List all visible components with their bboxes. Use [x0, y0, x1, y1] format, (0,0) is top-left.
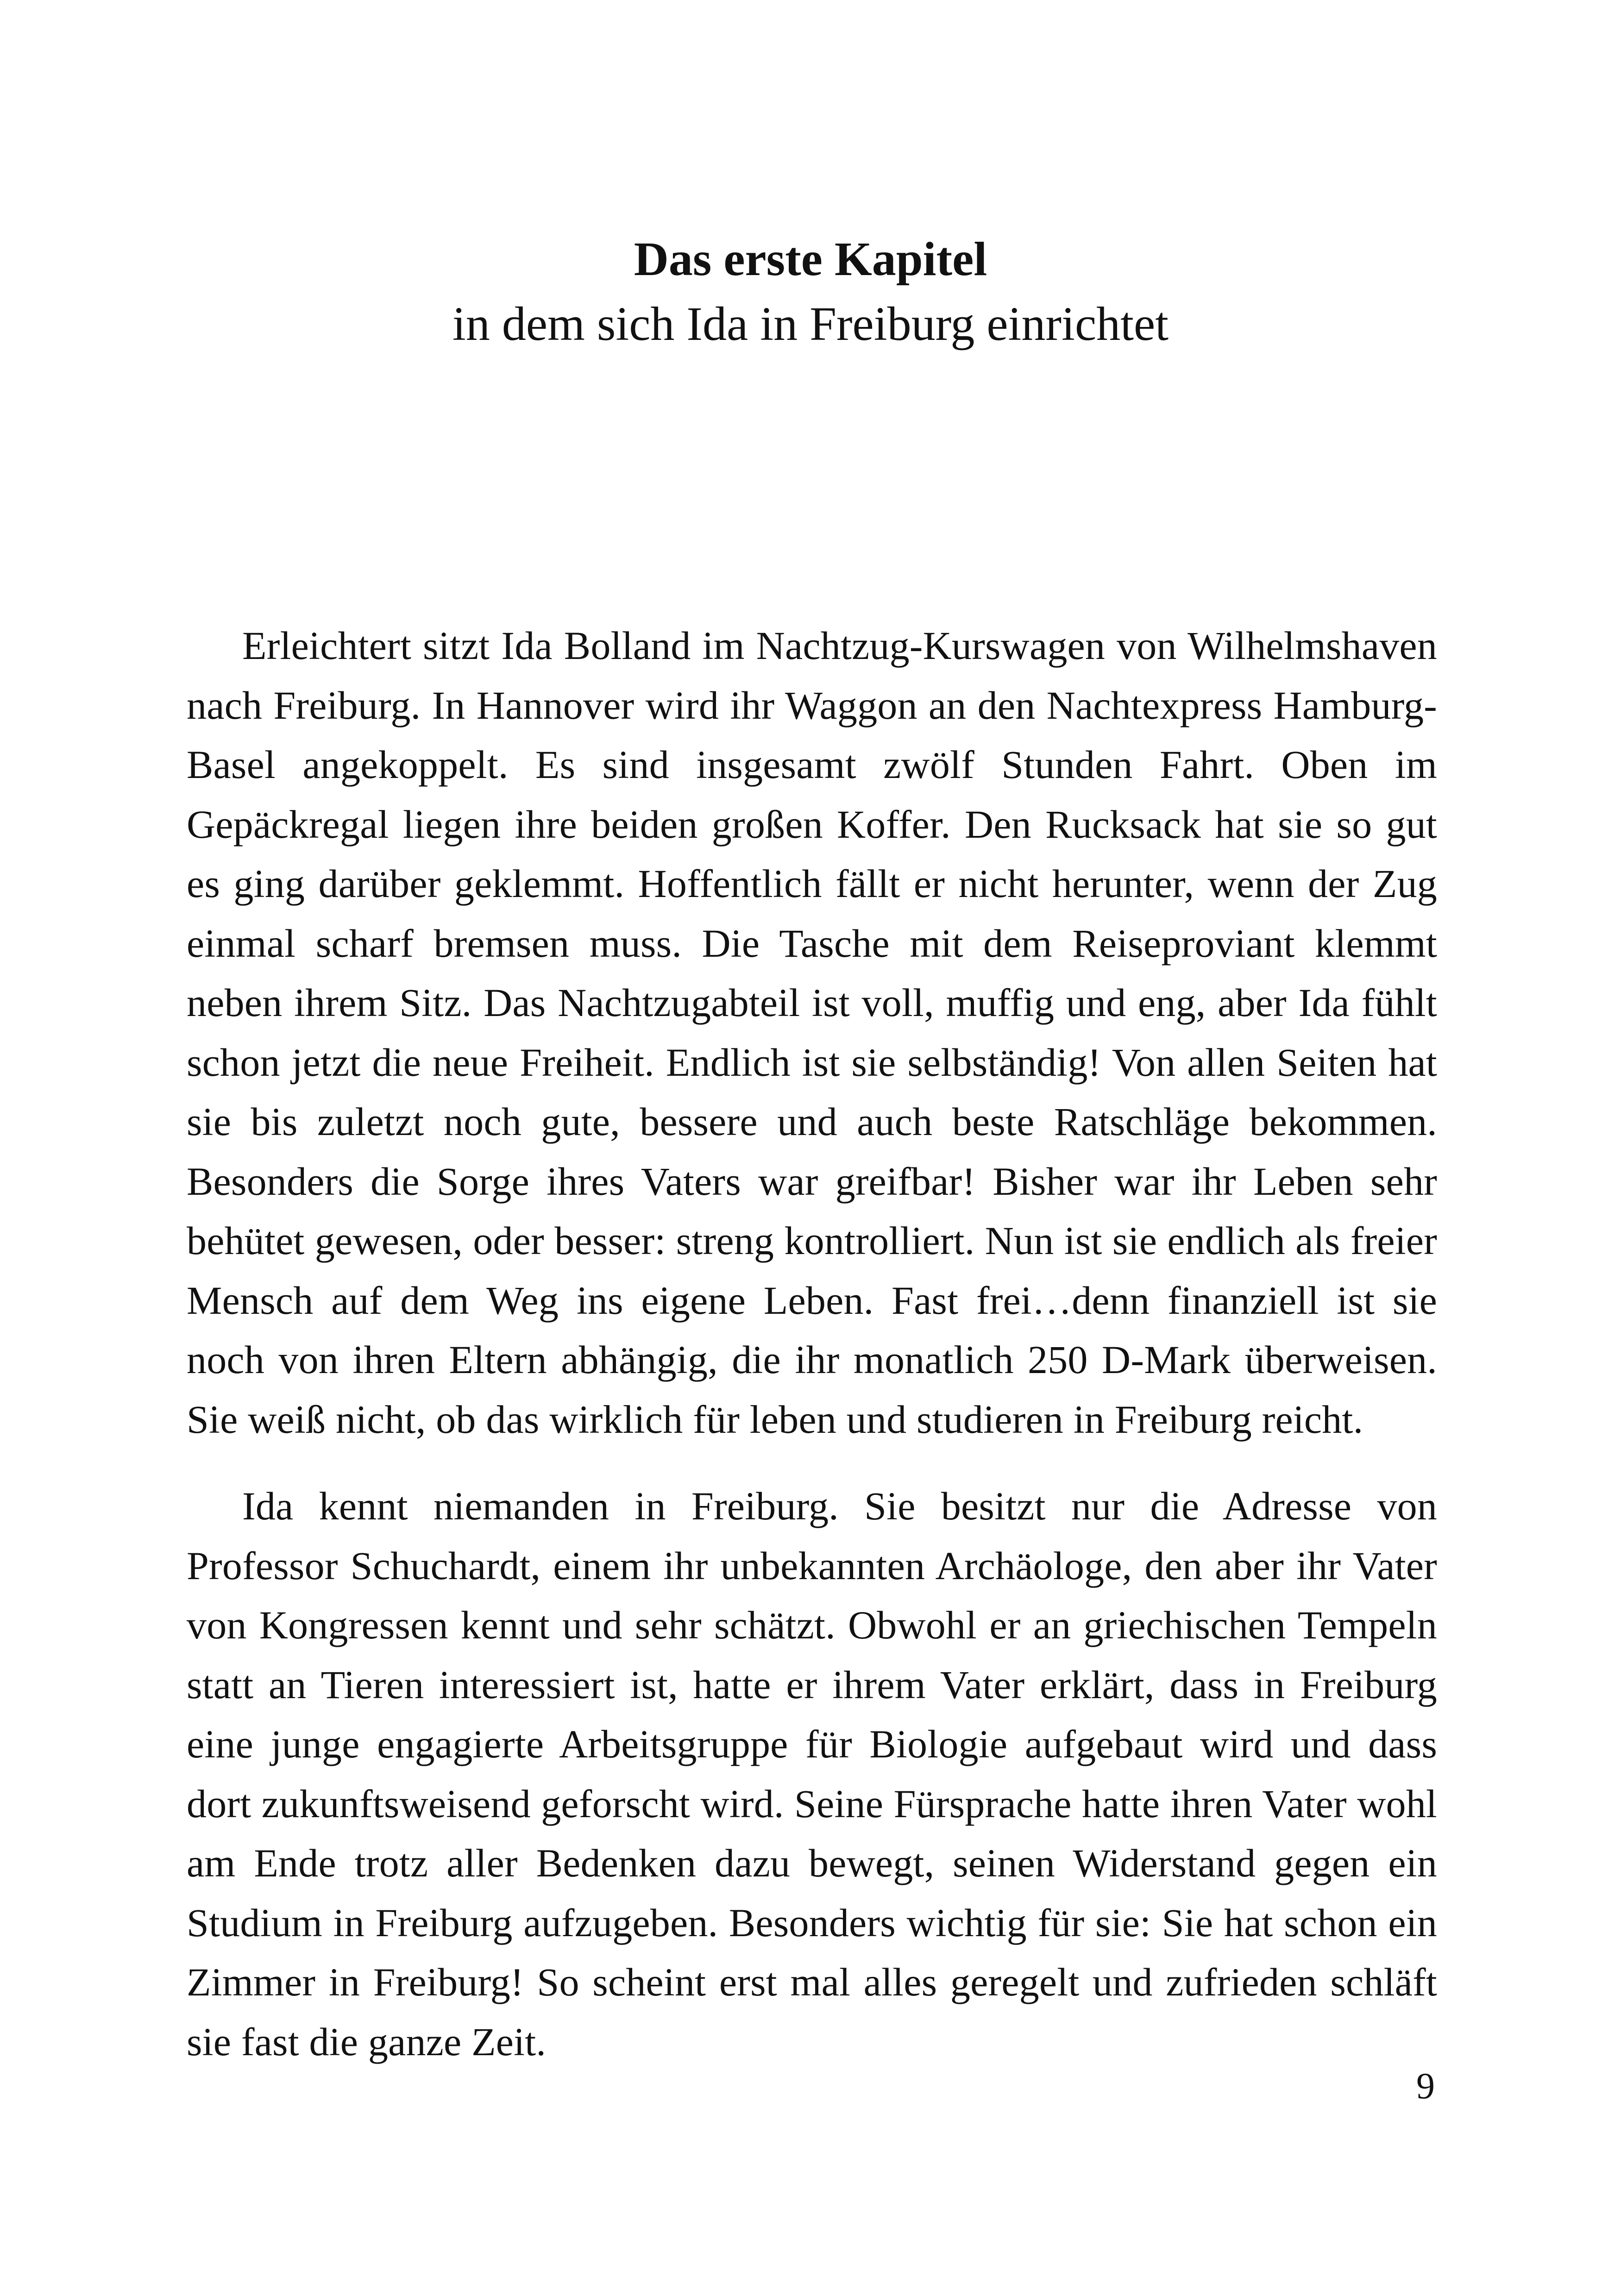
chapter-subtitle: in dem sich Ida in Freiburg einrichtet [452, 297, 1169, 351]
chapter-title: Das erste Kapitel [634, 232, 987, 286]
paragraph-1: Erleichtert sitzt Ida Bolland im Nachtzug-Kurswagen von Wilhelmshaven nach Freiburg. In Hannover wird ihr Waggon an den Nachtexpress Hamburg-Basel angekoppelt. Es sind insgesamt zwölf Stunden Fahrt. Oben im Gepäckregal liegen ihre beiden großen Koffer. Den Rucksack hat sie so gut es ging darüber geklemmt. Hoffentlich fällt er nicht herunter, wenn der Zug einmal scharf bremsen muss. Die Tasche mit dem Reiseproviant klemmt neben ihrem Sitz. Das Nachtzugabteil ist voll, muffig und eng, aber Ida fühlt schon jetzt die neue Freiheit. Endlich ist sie selbständig! Von allen Seiten hat sie bis zuletzt noch gute, bessere und auch beste Ratschläge bekommen. Besonders die Sorge ihres Vaters war greifbar! Bisher war ihr Leben sehr behütet gewesen, oder besser: streng kontrolliert. Nun ist sie endlich als freier Mensch auf dem Weg ins eigene Leben. Fast frei…denn finanziell ist sie noch von ihren Eltern abhängig, die ihr monatlich 250 D-Mark überweisen. Sie weiß nicht, ob das wirklich für leben und studieren in Freiburg reicht. [187, 623, 1437, 1442]
page-number: 9 [1416, 2066, 1435, 2107]
chapter-heading [0, 227, 1621, 357]
paragraph-2: Ida kennt niemanden in Freiburg. Sie besitzt nur die Adresse von Professor Schuchardt, einem ihr unbekannten Archäologe, den aber ihr Vater von Kongressen kennt und sehr schätzt. Obwohl er an griechischen Tempeln statt an Tieren interessiert ist, hatte er ihrem Vater erklärt, dass in Freiburg eine junge engagierte Arbeitsgruppe für Biologie aufgebaut wird und dass dort zukunftsweisend geforscht wird. Seine Fürsprache hatte ihren Vater wohl am Ende trotz aller Bedenken dazu bewegt, seinen Widerstand gegen ein Studium in Freiburg aufzugeben. Besonders wichtig für sie: Sie hat schon ein Zimmer in Freiburg! So scheint erst mal alles geregelt und zufrieden schläft sie fast die ganze Zeit. [187, 1484, 1437, 2064]
body-text [187, 616, 1437, 2071]
